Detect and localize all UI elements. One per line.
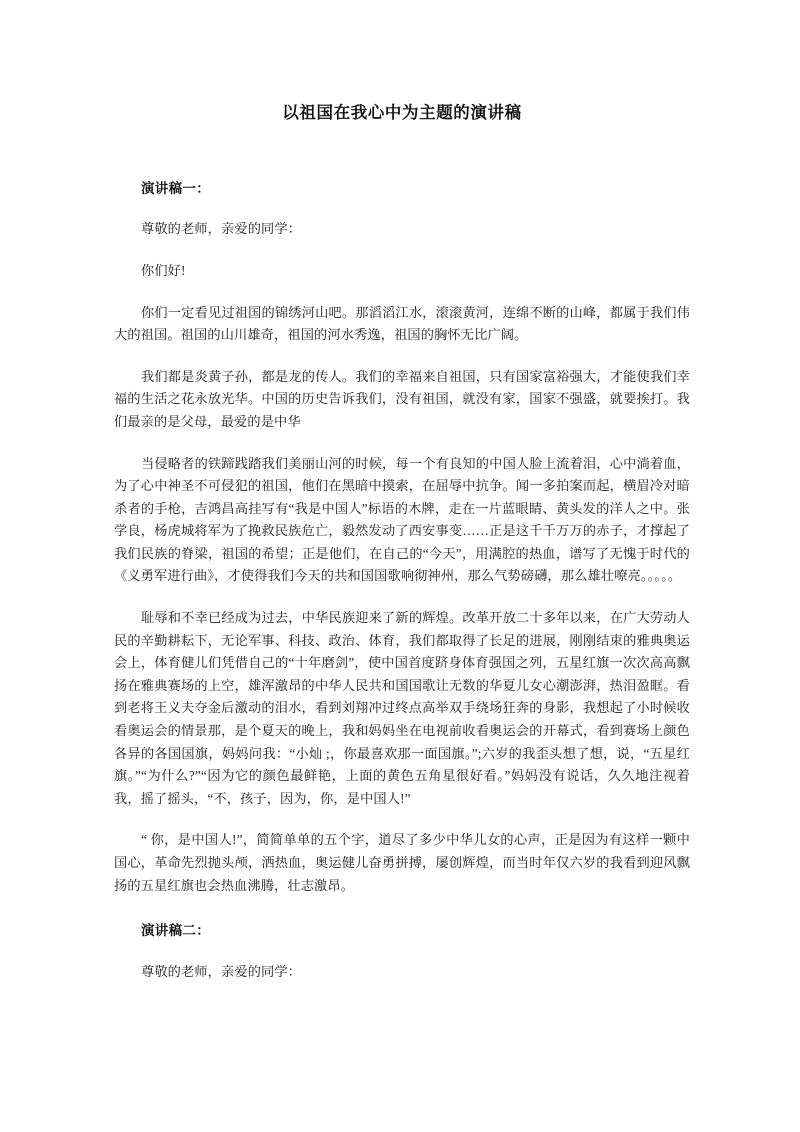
spacer <box>114 897 690 921</box>
document-content <box>114 0 690 984</box>
body-paragraph: 当侵略者的铁蹄践踏我们美丽山河的时候，每一个有良知的中国人脸上流着泪，心中淌着血，为了心中神圣不可侵犯的祖国，他们在黑暗中摸索，在屈辱中抗争。闻一多拍案而起，横眉冷对暗杀者的手枪，吉鸿昌高挂写有“我是中国人”标语的木牌，走在一片蓝眼睛、黄头发的洋人之中。张学良，杨虎城将军为了挽救民族危亡，毅然发动了西安事变……正是这千千万万的赤子，才撑起了我们民族的脊梁，祖国的希望；正是他们，在自己的“今天”，用满腔的热血，谱写了无愧于时代的《义勇军进行曲》，才使得我们今天的共和国国歌响彻神州，那么气势磅礴，那么雄壮嘹亮。。。。。 <box>114 455 690 584</box>
body-paragraph: “ 你，是中国人!”，简简单单的五个字，道尽了多少中华儿女的心声，正是因为有这样一颗中国心，革命先烈抛头颅，洒热血，奥运健儿奋勇拼搏，屡创辉煌，而当时年仅六岁的我看到迎风飘扬的五星红旗也会热血沸腾，壮志激昂。 <box>114 832 690 893</box>
body-paragraph: 我们都是炎黄子孙，都是龙的传人。我们的幸福来自祖国，只有国家富裕强大，才能使我们幸福的生活之花永放光华。中国的历史告诉我们，没有祖国，就没有家，国家不强盛，就要挨打。我们最亲的是父母，最爱的是中华 <box>114 368 690 429</box>
spacer <box>114 588 690 607</box>
spacer <box>114 941 690 961</box>
section-heading-speech-two: 演讲稿二： <box>141 923 210 939</box>
spacer <box>114 434 690 453</box>
spacer <box>114 347 690 366</box>
spacer <box>114 241 690 260</box>
body-paragraph: 你们一定看见过祖国的锦绣河山吧。那滔滔江水，滚滚黄河，连绵不断的山峰，都属于我们伟大的祖国。祖国的山川雄奇，祖国的河水秀逸，祖国的胸怀无比广阔。 <box>114 304 690 343</box>
salutation-speech-two: 尊敬的老师，亲爱的同学： <box>141 964 302 980</box>
spacer <box>114 199 690 218</box>
body-paragraph: 耻辱和不幸已经成为过去，中华民族迎来了新的辉煌。改革开放二十多年以来，在广大劳动人民的辛勤耕耘下，无论军事、科技、政治、体育，我们都取得了长足的进展，刚刚结束的雅典奥运会上，体育健儿们凭借自己的“十年磨剑”，使中国首度跻身体育强国之列，五星红旗一次次高高飘扬在雅典赛场的上空，雄浑激昂的中华人民共和国国歌让无数的华夏儿女心潮澎湃，热泪盈眶。看到老将王义夫夺金后激动的泪水，看到刘翔冲过终点高举双手绕场狂奔的身影，我想起了小时候收看奥运会的情景那，是个夏天的晚上，我和妈妈坐在电视前收看奥运会的开幕式，看到赛场上颜色各异的各国国旗，妈妈问我：“小灿 ;，你最喜欢那一面国旗。”;六岁的我歪头想了想，说，“五星红旗。”“为什么?”“因为它的颜色最鲜艳，上面的黄色五角星很好看。”妈妈没有说话，久久地注视着我，摇了摇头，“不，孩子，因为，你，是中国人!” <box>114 610 690 806</box>
spacer <box>114 124 690 179</box>
section-heading-speech-one: 演讲稿一： <box>141 181 210 197</box>
greeting-speech-one: 你们好! <box>141 262 186 278</box>
salutation-speech-one: 尊敬的老师，亲爱的同学： <box>141 221 302 237</box>
page-title: 以祖国在我心中为主题的演讲稿 <box>282 103 522 122</box>
spacer <box>114 283 690 302</box>
spacer <box>114 810 690 829</box>
